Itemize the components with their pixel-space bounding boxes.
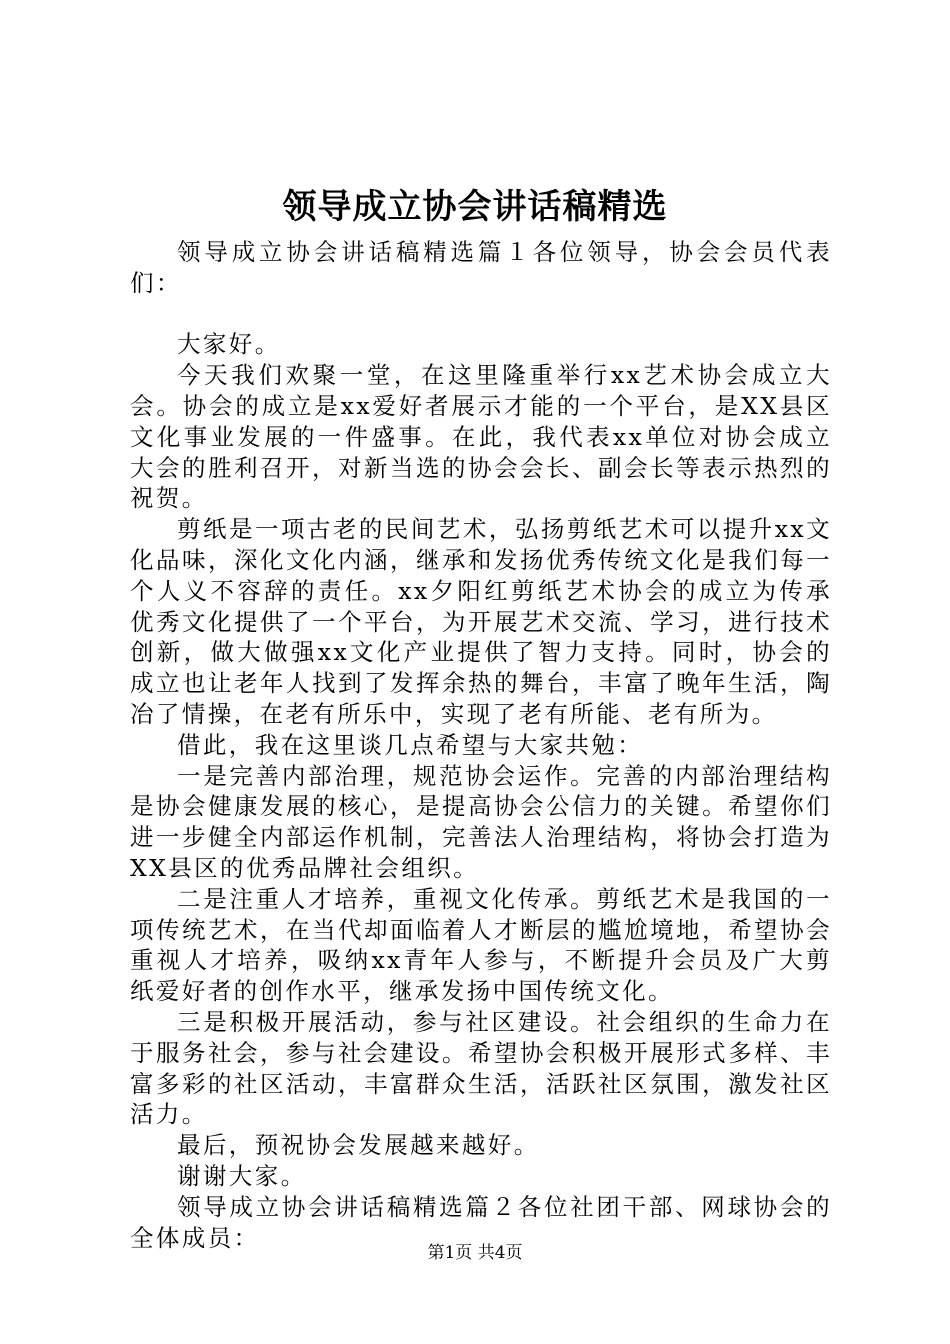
paragraph: 谢谢大家。 (177, 1161, 307, 1190)
page-footer: 第1页 共4页 (427, 1243, 523, 1263)
paragraph: 三是积极开展活动，参与社区建设。社会组织的生命力在于服务社会，参与社会建设。希望协会积极开展形式多样、丰富多彩的社区活动，丰富群众生活，活跃社区氛围，激发社区活力。 (130, 1007, 832, 1129)
paragraph: 大家好。 (177, 330, 281, 359)
paragraph: 最后，预祝协会发展越来越好。 (177, 1131, 540, 1160)
paragraph: 领导成立协会讲话稿精选篇１各位领导，协会会员代表们： (130, 238, 832, 297)
paragraph: 二是注重人才培养，重视文化传承。剪纸艺术是我国的一项传统艺术，在当代却面临着人才断层的尴尬境地，希望协会重视人才培养，吸纳xx青年人参与，不断提升会员及广大剪纸爱好者的创作水平，继承发扬中国传统文化。 (130, 884, 832, 1006)
paragraph: 一是完善内部治理，规范协会运作。完善的内部治理结构是协会健康发展的核心，是提高协会公信力的关键。希望你们进一步健全内部运作机制，完善法人治理结构，将协会打造为XX县区的优秀品牌社会组织。 (130, 761, 832, 882)
paragraph: 剪纸是一项古老的民间艺术，弘扬剪纸艺术可以提升xx文化品味，深化文化内涵，继承和发扬优秀传统文化是我们每一个人义不容辞的责任。xx夕阳红剪纸艺术协会的成立为传承优秀文化提供了一个平台，为开展艺术交流、学习，进行技术创新，做大做强xx文化产业提供了智力支持。同时，协会的成立也让老年人找到了发挥余热的舞台，丰富了晚年生活，陶冶了情操，在老有所乐中，实现了老有所能、老有所为。 (130, 515, 832, 728)
paragraph: 领导成立协会讲话稿精选篇２各位社团干部、网球协会的全体成员： (130, 1192, 832, 1252)
document-title: 领导成立协会讲话稿精选 (282, 187, 668, 227)
paragraph: 借此，我在这里谈几点希望与大家共勉： (177, 730, 644, 759)
paragraph: 今天我们欢聚一堂，在这里隆重举行xx艺术协会成立大会。协会的成立是xx爱好者展示才能的一个平台，是XX县区文化事业发展的一件盛事。在此，我代表xx单位对协会成立大会的胜利召开，对新当选的协会会长、副会长等表示热烈的祝贺。 (130, 361, 832, 513)
document-body (130, 237, 832, 1253)
